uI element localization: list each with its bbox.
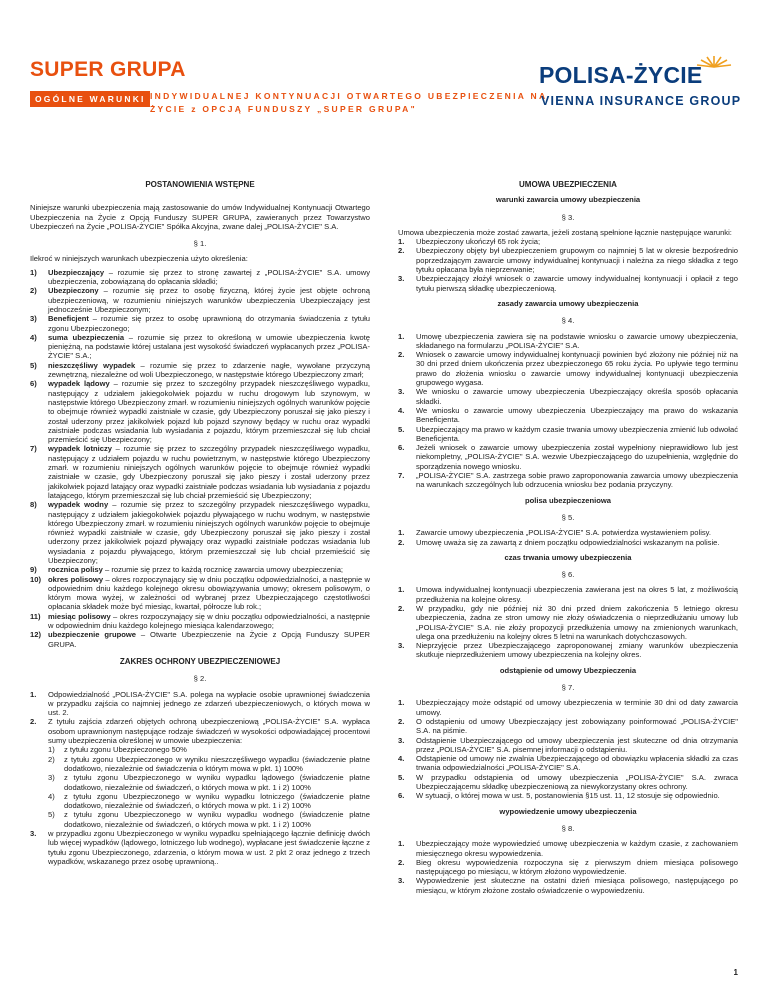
conditions-list [398,237,738,293]
item-number: 2. [30,717,37,727]
list-item [30,575,370,612]
item-text: Odstąpienie Ubezpieczającego od umowy ubezpieczenia jest skuteczne od dnia otrzymania przez „POLISA-ŻYCIE" S.A. pisemnej informacji o odstąpieniu. [416,735,738,754]
item-text: Z tytułu zajścia zdarzeń objętych ochroną ubezpieczeniową „POLISA-ŻYCIE" S.A. wypłaca osobom uprawnionym następujące rodzaje świadczeń w wysokości odpowiadającej procentowi sumy ubezpieczenia określonej w umowie ubezpieczenia: [48,717,370,746]
list-item [398,604,738,641]
document-title: SUPER GRUPA [30,58,186,81]
list-item [398,641,738,660]
list-item [398,876,738,895]
item-text: wypadek lotniczy – rozumie się przez to szczególny przypadek nieszczęśliwego wypadku, następujący z udziałem pojazdu w ruchu powietrznym, w następstwie którego Ubezpieczony zmarł. w rozumieniu niniejszych ogólnych warunków pojęcie to obejmuje również wypadki zaistniałe w czasie, gdy Ubezpieczony poruszał się jako pieszy i został uderzony przez jakikolwiek pojazd latający oraz wypadki zaistniałe podczas wsiadania lub wysiadania z pojazdu latającego, którym przemieszczał się lub chciał przemieścić się Ubezpieczony; [48,444,370,500]
item-number: 5) [30,360,37,370]
paragraph-number-3: § 3. [561,212,575,222]
subsection-title-termination: wypowiedzenie umowy ubezpieczenia [499,806,637,816]
item-text: ubezpieczenie grupowe – Otwarte Ubezpieczenie na Życie z Opcją Funduszy SUPER GRUPA. [48,630,371,649]
list-item [30,717,370,745]
list-item [398,717,738,736]
item-number: 3. [398,387,405,397]
item-text: W przypadku odstąpienia od umowy ubezpieczenia „POLISA-ŻYCIE" S.A. zwraca Ubezpieczającemu składkę ubezpieczeniową za niewykorzystany okres ochrony. [416,772,738,792]
item-text: wypadek lądowy – rozumie się przez to szczególny przypadek nieszczęśliwego wypadku, następujący z udziałem jakiegokolwiek pojazdu w ruchu drogowym lub szynowym, w następstwie którego Ubezpieczony zmarł. w rozumieniu niniejszych ogólnych warunków pojęcie to obejmuje również wypadki zaistniałe w czasie, gdy Ubezpieczony poruszał się jako pieszy i został uderzony przez jakikolwiek pojazd lub pojazd szynowy będący w ruchu oraz wypadki zaistniałe podczas wsiadania lub wysiadania z pojazdu, którym przemieszczał się lub chciał przemieścić się Ubezpieczony; [48,379,370,445]
item-text: Ubezpieczający ma prawo w każdym czasie trwania umowy ubezpieczenia zmienić lub odwołać Beneficjenta. [416,424,738,443]
list-item [398,406,738,425]
item-number: 1. [398,585,405,595]
definitions-lead: Ilekroć w niniejszych warunkach ubezpieczenia użyto określenia: [30,254,248,264]
section-title-contract: UMOWA UBEZPIECZENIA [519,180,617,189]
item-number: 1. [398,839,405,849]
list-item [398,443,738,471]
item-number: 2) [48,754,55,764]
list-item [398,773,738,792]
item-number: 5. [398,424,405,434]
list-item [398,274,738,293]
item-text: O odstąpieniu od umowy Ubezpieczający jest zobowiązany poinformować „POLISA-ŻYCIE" S.A. na piśmie. [416,716,738,736]
paragraph-number-1: § 1. [193,239,207,249]
list-item [30,379,370,444]
withdrawal-list [398,698,738,800]
paragraph-number-7: § 7. [561,683,575,693]
item-text: Odpowiedzialność „POLISA-ŻYCIE" S.A. polega na wypłacie osobie uprawnionej świadczenia w przypadku zajścia co najmniej jednego ze zdarzeń ubezpieczeniowych, o których mowa w ust. 2. [48,689,370,718]
scope-list [30,690,370,746]
item-number: 1. [398,698,405,708]
item-text: Zawarcie umowy ubezpieczenia „POLISA-ŻYCIE" S.A. potwierdza wystawieniem polisy. [416,528,712,538]
policy-list [398,528,738,547]
paragraph-number-8: § 8. [561,823,575,833]
list-item [30,500,370,565]
item-text: Ubezpieczający – rozumie się przez to stronę zawartej z „POLISA-ŻYCIE" S.A. umowy ubezpieczenia, zobowiązaną do opłacania składki; [48,267,370,287]
list-item [30,286,370,314]
list-item [398,698,738,717]
item-text: We wniosku o zawarcie umowy ubezpieczenia Ubezpieczający ma prawo do wskazania Beneficjenta. [416,405,738,425]
item-number: 3. [398,641,405,651]
item-text: We wniosku o zawarcie umowy ubezpieczenia Ubezpieczający określa sposób opłacania składki. [416,387,738,406]
item-number: 2. [398,716,405,726]
list-item [398,538,738,547]
item-text: Ubezpieczony objęty był ubezpieczeniem grupowym co najmniej 5 lat w okresie bezpośrednio poprzedzającym zawarcie umowy indywidualnej kontynuacji i należna za niego składka z tego tytułu opłacana była nieprzerwanie; [416,246,738,275]
item-number: 2. [398,537,405,547]
item-number: 6. [398,791,405,801]
item-number: 2. [398,603,405,613]
item-text: Bieg okresu wypowiedzenia rozpoczyna się z pierwszym dniem miesiąca polisowego następującego po miesiącu, w którym złożono wypowiedzenie. [416,857,738,877]
list-item [30,361,370,380]
page-number: 1 [733,968,738,977]
list-item [398,791,738,800]
item-number: 2. [398,857,405,867]
item-number: 4. [398,405,405,415]
item-number: 3. [398,876,405,886]
item-number: 6) [30,379,37,389]
item-text: Umowa indywidualnej kontynuacji ubezpieczenia zawierana jest na okres 5 lat, z możliwością przedłużenia na kolejne okresy. [416,585,738,604]
item-text: nieszczęśliwy wypadek – rozumie się przez to zdarzenie nagłe, wywołane przyczyną zewnętrzną, niezależne od woli Ubezpieczonego, w następstwie którego Ubezpieczony zmarł; [48,360,370,380]
list-item [398,585,738,604]
list-item [48,810,370,829]
item-text: rocznica polisy – rozumie się przez to każdą rocznicę zawarcia umowy ubezpieczenia; [48,565,344,575]
logo-group-name: VIENNA INSURANCE GROUP [541,94,742,108]
item-text: W sytuacji, o której mowa w ust. 5, postanowienia §15 ust. 11, 12 stosuje się odpowiednio. [416,791,720,801]
item-number: 1. [398,528,405,538]
definitions-list [30,268,370,649]
benefits-sublist [30,745,370,829]
list-item [398,754,738,773]
right-column [398,180,738,895]
list-item [30,565,370,574]
list-item [48,745,370,754]
item-number: 1) [30,267,37,277]
item-text: wypadek wodny – rozumie się przez to szczególny przypadek nieszczęśliwego wypadku, następujący z udziałem jakiegokolwiek pojazdu pływającego w ruchu wodnym, w następstwie którego Ubezpieczony zmarł. w rozumieniu niniejszych ogólnych warunków pojęcie to obejmuje również wypadki zaistniałe w czasie, gdy Ubezpieczony poruszał się jako pieszy i został uderzony przez jakikolwiek pojazd pływający oraz wypadki zaistniałe podczas wsiadania lub wysiadania z pojazdu pływającego, którym przemieszczał się lub chciał przemieścić się Ubezpieczony; [48,500,370,565]
list-item [48,792,370,811]
item-text: z tytułu zgonu Ubezpieczonego w wyniku wypadku wodnego (świadczenie płatne dodatkowo, niezależnie od świadczeń, o których mowa w pkt. 1 i 2) 100% [64,810,370,829]
item-text: Nieprzyjęcie przez Ubezpieczającego zaproponowanej zmiany warunków ubezpieczenia skutkuje nieprzedłużeniem umowy ubezpieczenia na kolejny okres. [416,641,738,660]
item-number: 6. [398,443,405,453]
item-number: 3) [48,773,55,783]
list-item [30,314,370,333]
item-number: 7. [398,471,405,481]
list-item [30,333,370,361]
list-item [398,246,738,274]
item-number: 2) [30,286,37,296]
item-text: W przypadku, gdy nie później niż 30 dni przed dniem zakończenia 5 letniego okresu ubezpieczenia, żadna ze stron umowy nie złoży oświadczenia o nieprzedłużaniu umowy lub „POLISA-ŻYCIE" S.A. nie złoży propozycji przedłużenia umowy na zmienionych warunkach, ulega ona przedłużeniu na kolejny okres 5 letni na warunkach dotychczasowych. [416,603,738,641]
item-text: suma ubezpieczenia – rozumie się przez to określoną w umowie ubezpieczenia kwotę pieniężną, na podstawie której ustalana jest wysokość świadczeń wypłacanych przez „POLISA-ŻYCIE" S.A.; [48,332,371,361]
item-number: 4) [48,791,55,801]
subsection-title-policy: polisa ubezpieczeniowa [524,495,612,505]
item-text: Ubezpieczony ukończył 65 rok życia; [416,237,541,247]
item-text: Beneficjent – rozumie się przez to osobę uprawnioną do otrzymania świadczenia z tytułu zgonu Ubezpieczonego; [48,314,370,333]
item-text: z tytułu zgonu Ubezpieczonego 50% [64,745,187,755]
item-number: 7) [30,444,37,454]
general-conditions-badge: OGÓLNE WARUNKI [30,91,150,107]
item-number: 3. [398,735,405,745]
item-text: Ubezpieczony – rozumie się przez to osobę fizyczną, której życie jest objęte ochroną ubezpieczeniową, w rozumieniu niniejszych warunków ubezpieczenia Ubezpieczający jest jednocześnie Ubezpieczonym; [48,286,370,314]
document-subtitle: INDYWIDUALNEJ KONTYNUACJI OTWARTEGO UBEZPIECZENIA NA ŻYCIE z OPCJĄ FUNDUSZY „SUPER GRUPA" [150,91,548,114]
section-title-scope: ZAKRES OCHRONY UBEZPIECZENIOWEJ [119,656,281,666]
item-text: Umowę uważa się za zawartą z dniem początku odpowiedzialności wskazanym na polisie. [416,537,720,547]
intro-paragraph: Niniejsze warunki ubezpieczenia mają zastosowanie do umów Indywidualnej Kontynuacji Otwartego Ubezpieczenia na Życie z Opcją Funduszy SUPER GRUPA, zawieranych przez Towarzystwo Ubezpieczeń na Życie „POLISA-ŻYCIE" Spółka Akcyjna, zwane dalej „POLISA-ŻYCIE" S.A. [30,203,370,231]
item-number: 4. [398,754,405,764]
list-item [398,425,738,444]
item-text: miesiąc polisowy – okres rozpoczynający się w dniu początku odpowiedzialności, a następnie w odpowiednim dniu każdego kolejnego miesiąca kalendarzowego; [48,611,370,631]
item-number: 1. [398,237,405,247]
list-item [398,528,738,537]
left-column [30,180,370,866]
section-title-preliminary: POSTANOWIENIA WSTĘPNE [145,180,255,189]
list-item [30,630,370,649]
conditions-lead: Umowa ubezpieczenia może zostać zawarta, jeżeli zostaną spełnione łącznie następujące warunki: [398,227,732,237]
item-number: 4) [30,332,37,342]
list-item [30,829,370,866]
subsection-title-withdrawal: odstąpienie od umowy Ubezpieczenia [499,665,637,675]
item-number: 2. [398,246,405,256]
item-number: 1. [30,689,37,699]
item-number: 10) [30,574,41,584]
item-text: Ubezpieczający może odstąpić od umowy ubezpieczenia w terminie 30 dni od daty zawarcia umowy. [416,698,738,717]
rules-list [398,332,738,490]
paragraph-number-2: § 2. [193,674,207,684]
list-item [48,755,370,774]
list-item [398,471,738,490]
list-item [48,773,370,792]
subsection-title-duration: czas trwania umowy ubezpieczenia [504,552,632,562]
list-item [398,387,738,406]
paragraph-number-6: § 6. [561,570,575,580]
item-text: Ubezpieczający może wypowiedzieć umowę ubezpieczenia w każdym czasie, z zachowaniem miesięcznego okresu wypowiedzenia. [416,839,738,858]
list-item [398,858,738,877]
item-text: Jeżeli wniosek o zawarcie umowy ubezpieczenia został wypełniony nieprawidłowo lub jest niekompletny, „POLISA-ŻYCIE" S.A. wezwie Ubezpieczającego do uzupełnienia, względnie do sporządzenia nowego wniosku. [416,443,738,471]
list-item [398,736,738,755]
list-item [398,350,738,387]
item-text: z tytułu zgonu Ubezpieczonego w wyniku wypadku lotniczego (świadczenie płatne dodatkowo, niezależnie od świadczeń, o których mowa w pkt. 1 i 2) 100% [64,791,370,811]
item-number: 3) [30,314,37,324]
item-text: Umowę ubezpieczenia zawiera się na podstawie wniosku o zawarcie umowy ubezpieczenia, składanego na formularzu „POLISA-ŻYCIE" S.A. [416,331,738,350]
item-number: 8) [30,500,37,510]
item-text: „POLISA-ŻYCIE" S.A. zastrzega sobie prawo zaproponowania zawarcia umowy ubezpieczenia na warunkach szczególnych lub odrzucenia wniosku bez podania przyczyny. [416,471,738,490]
item-text: w przypadku zgonu Ubezpieczonego w wyniku wypadku spełniającego łącznie definicję dwóch lub więcej wypadków (lądowego, lotniczego lub wodnego), wypłacane jest świadczenie łączne z tytułu zgonu Ubezpieczonego, zdarzenia, o którym mowa w ust. 2 pkt 2 oraz jednego z trzech wypadków, wskazanego przez osobę uprawnioną.. [48,829,370,866]
item-text: z tytułu zgonu Ubezpieczonego w wyniku wypadku lądowego (świadczenie płatne dodatkowo, niezależnie od świadczeń, o których mowa w pkt. 1 i 2) 100% [64,773,370,792]
paragraph-number-4: § 4. [561,316,575,326]
item-text: Ubezpieczający złożył wniosek o zawarcie umowy indywidualnej kontynuacji i opłacił z tego tytułu pierwszą składkę ubezpieczeniową. [416,274,738,293]
item-number: 12) [30,630,41,640]
list-item [30,268,370,287]
item-number: 5. [398,772,405,782]
logo-wordmark: POLISA-ŻYCIE [539,62,703,88]
item-number: 9) [30,565,37,575]
list-item [30,444,370,500]
item-text: z tytułu zgonu Ubezpieczonego w wyniku nieszczęśliwego wypadku (świadczenie płatne dodatkowo, niezależnie od świadczenia o którym mowa w pkt. 1) 100% [64,754,370,773]
item-number: 5) [48,810,55,820]
duration-list [398,585,738,659]
list-item [398,237,738,246]
item-text: Wniosek o zawarcie umowy indywidualnej kontynuacji powinien być złożony nie później niż na 30 dni przed dniem ukończenia przez ubezpieczonego 65 roku życia. Po upływie tego terminu prawo do złożenia wniosku o zawarcie umowy indywidualnej kontynuacji ubezpieczenia grupowego wygasa. [416,350,738,388]
list-item [30,612,370,631]
list-item [398,332,738,351]
polisa-zycie-logo [539,62,742,114]
subsection-title-rules: zasady zawarcia umowy ubezpieczenia [497,298,639,308]
item-number: 3. [30,829,37,838]
paragraph-number-5: § 5. [561,512,575,522]
item-number: 2. [398,350,405,360]
item-text: Odstąpienie od umowy nie zwalnia Ubezpieczającego od obowiązku wpłacenia składki za czas trwania odpowiedzialności „POLISA-ŻYCIE" S.A. [416,754,738,773]
list-item [398,839,738,858]
termination-list [398,839,738,895]
item-text: Wypowiedzenie jest skuteczne na ostatni dzień miesiąca polisowego, następującego po miesiącu, w którym złożone zostało oświadczenie o wypowiedzeniu. [416,876,738,895]
item-number: 3. [398,274,405,284]
item-text: okres polisowy – okres rozpoczynający się w dniu początku odpowiedzialności, a następnie w odpowiednim dniu każdego kolejnego okresu obowiązywania umowy; okresem polisowym, o którym mowa wyżej, w zależności od wybranej przez Ubezpieczającego częstotliwości opłacania składek może być miesiąc, kwartał, półrocze lub rok.; [48,574,370,612]
list-item [30,690,370,718]
item-number: 1) [48,745,55,755]
item-number: 1. [398,331,405,341]
item-number: 11) [30,611,41,621]
subsection-title-conditions: warunki zawarcia umowy ubezpieczenia [495,195,641,205]
